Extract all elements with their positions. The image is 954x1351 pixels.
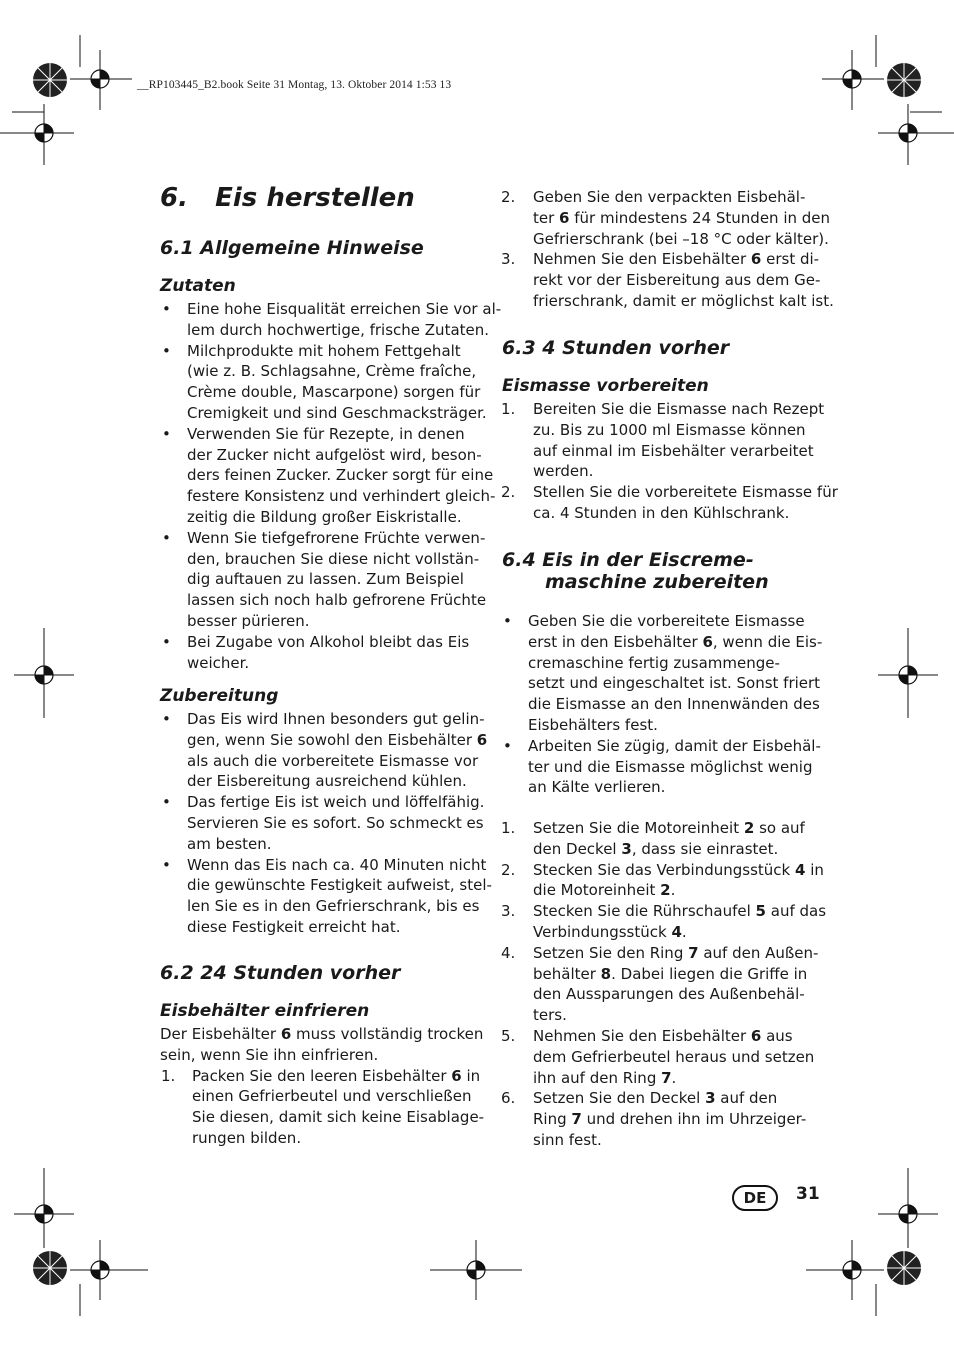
list-item: 2. Stellen Sie die vorbereitete Eismasse für ca. 4 Stunden in den Kühlschrank. bbox=[501, 483, 838, 522]
bullet: • bbox=[162, 710, 171, 728]
zutaten-heading: Zutaten bbox=[160, 276, 236, 296]
bullet: • bbox=[162, 300, 171, 318]
list-item: • Bei Zugabe von Alkohol bleibt das Eis weicher. bbox=[162, 632, 470, 672]
zutaten-list bbox=[160, 299, 502, 673]
chapter-title: 6. Eis herstellen bbox=[160, 183, 415, 213]
eiscreme-bullets bbox=[501, 611, 831, 798]
bullet: • bbox=[162, 424, 171, 443]
list-item: • Wenn Sie tiefgefrorene Früchte verwen- den, brauchen Sie diese nicht vollstän- dig auftauen zu lassen. Zum Beispiel lassen sich noch halb gefrorene Früchte besser pürieren. bbox=[162, 528, 487, 630]
print-file-header: __RP103445_B2.book Seite 31 Montag, 13. Oktober 2014 1:53 13 bbox=[137, 79, 452, 91]
list-item: • Arbeiten Sie zügig, damit der Eisbehäl- ter und die Eismasse möglichst wenig an Kälte verlieren. bbox=[503, 736, 821, 797]
bullet: • bbox=[162, 528, 171, 547]
list-item: • Eine hohe Eisqualität erreichen Sie vor al- lem durch hochwertige, frische Zutaten. bbox=[162, 300, 502, 339]
list-item: 5. Nehmen Sie den Eisbehälter 6 aus dem Gefrierbeutel heraus und setzen ihn auf den Ring 7. bbox=[501, 1026, 815, 1087]
list-item: 3. Nehmen Sie den Eisbehälter 6 erst di- rekt vor der Eisbereitung aus dem Ge- frierschrank, damit er möglichst kalt ist. bbox=[501, 250, 834, 310]
list-item: • Geben Sie die vorbereitete Eismasse erst in den Eisbehälter 6, wenn die Eis- cremaschine fertig zusammenge- setzt und eingeschaltet ist. Sonst friert die Eismasse an den Innenwänden des Eisbehälters fest. bbox=[503, 612, 823, 734]
section-6-4-heading: 6.4 Eis in der Eiscreme- maschine zubereiten bbox=[502, 549, 769, 593]
einfrieren-paragraph: Der Eisbehälter 6 muss vollständig trocken sein, wenn Sie ihn einfrieren. 1. Packen Sie den leeren Eisbehälter 6 in einen Gefrierbeutel und verschließen Sie diesen, damit sich keine Eisablage- rungen bilden. bbox=[160, 1024, 490, 1149]
bullet: • bbox=[162, 855, 171, 874]
section-6-2-heading: 6.2 24 Stunden vorher bbox=[160, 962, 401, 984]
list-item: • Das fertige Eis ist weich und löffelfähig. Servieren Sie es sofort. So schmeckt es am besten. bbox=[162, 793, 485, 853]
assembly-steps bbox=[501, 818, 831, 1151]
eisbehaelter-einfrieren-heading: Eisbehälter einfrieren bbox=[160, 1001, 370, 1021]
list-item: • Milchprodukte mit hohem Fettgehalt (wie z. B. Schlagsahne, Crème fraîche, Crème double, Mascarpone) sorgen für Cremigkeit und sind Geschmacksträger. bbox=[162, 341, 487, 422]
bullet: • bbox=[162, 793, 171, 812]
list-item: 4. Setzen Sie den Ring 7 auf den Außen- behälter 8. Dabei liegen die Griffe in den Aussparungen des Außenbehäl- ters. bbox=[501, 943, 819, 1025]
bullet: • bbox=[162, 341, 171, 360]
list-item: • Wenn das Eis nach ca. 40 Minuten nicht die gewünschte Festigkeit aufweist, stel- len Sie es in den Gefrierschrank, bis es diese Festigkeit erreicht hat. bbox=[162, 855, 492, 936]
bullet: • bbox=[162, 632, 171, 651]
list-item: 6. Setzen Sie den Deckel 3 auf den Ring 7 und drehen ihn im Uhrzeiger- sinn fest. bbox=[501, 1089, 807, 1149]
eismasse-vorbereiten-heading: Eismasse vorbereiten bbox=[502, 376, 709, 396]
section-6-1-heading: 6.1 Allgemeine Hinweise bbox=[160, 237, 424, 259]
list-item: • Das Eis wird Ihnen besonders gut gelin- gen, wenn Sie sowohl den Eisbehälter 6 als auch die vorbereitete Eismasse vor der Eisbereitung ausreichend kühlen. bbox=[162, 710, 488, 791]
zubereitung-list bbox=[160, 709, 490, 938]
language-badge: DE bbox=[732, 1185, 778, 1211]
list-item: 1. Setzen Sie die Motoreinheit 2 so auf den Deckel 3, dass sie einrastet. bbox=[501, 819, 805, 858]
list-item: 1. Bereiten Sie die Eismasse nach Rezept zu. Bis zu 1000 ml Eismasse können auf einmal im Eisbehälter verarbeitet werden. bbox=[501, 400, 825, 481]
list-item: 3. Stecken Sie die Rührschaufel 5 auf das Verbindungsstück 4. bbox=[501, 902, 827, 941]
zubereitung-heading: Zubereitung bbox=[160, 686, 279, 706]
page-number: 31 bbox=[796, 1184, 820, 1204]
list-item: 2. Geben Sie den verpackten Eisbehäl- ter 6 für mindestens 24 Stunden in den Gefrierschrank (bei –18 °C oder kälter). bbox=[501, 188, 831, 248]
einfrieren-steps-continued bbox=[501, 187, 834, 312]
list-item: • Verwenden Sie für Rezepte, in denen der Zucker nicht aufgelöst wird, beson- ders feinen Zucker. Zucker sorgt für eine festere Konsistenz und verhindert gleich- zeitig die Bildung großer Eiskristalle. bbox=[162, 424, 496, 526]
section-6-3-heading: 6.3 4 Stunden vorher bbox=[502, 337, 730, 359]
eismasse-steps bbox=[501, 399, 838, 524]
list-item: 2. Stecken Sie das Verbindungsstück 4 in die Motoreinheit 2. bbox=[501, 860, 824, 900]
list-item: 1. Packen Sie den leeren Eisbehälter 6 in einen Gefrierbeutel und verschließen Sie diesen, damit sich keine Eisablage- rungen bilden. bbox=[161, 1066, 485, 1147]
